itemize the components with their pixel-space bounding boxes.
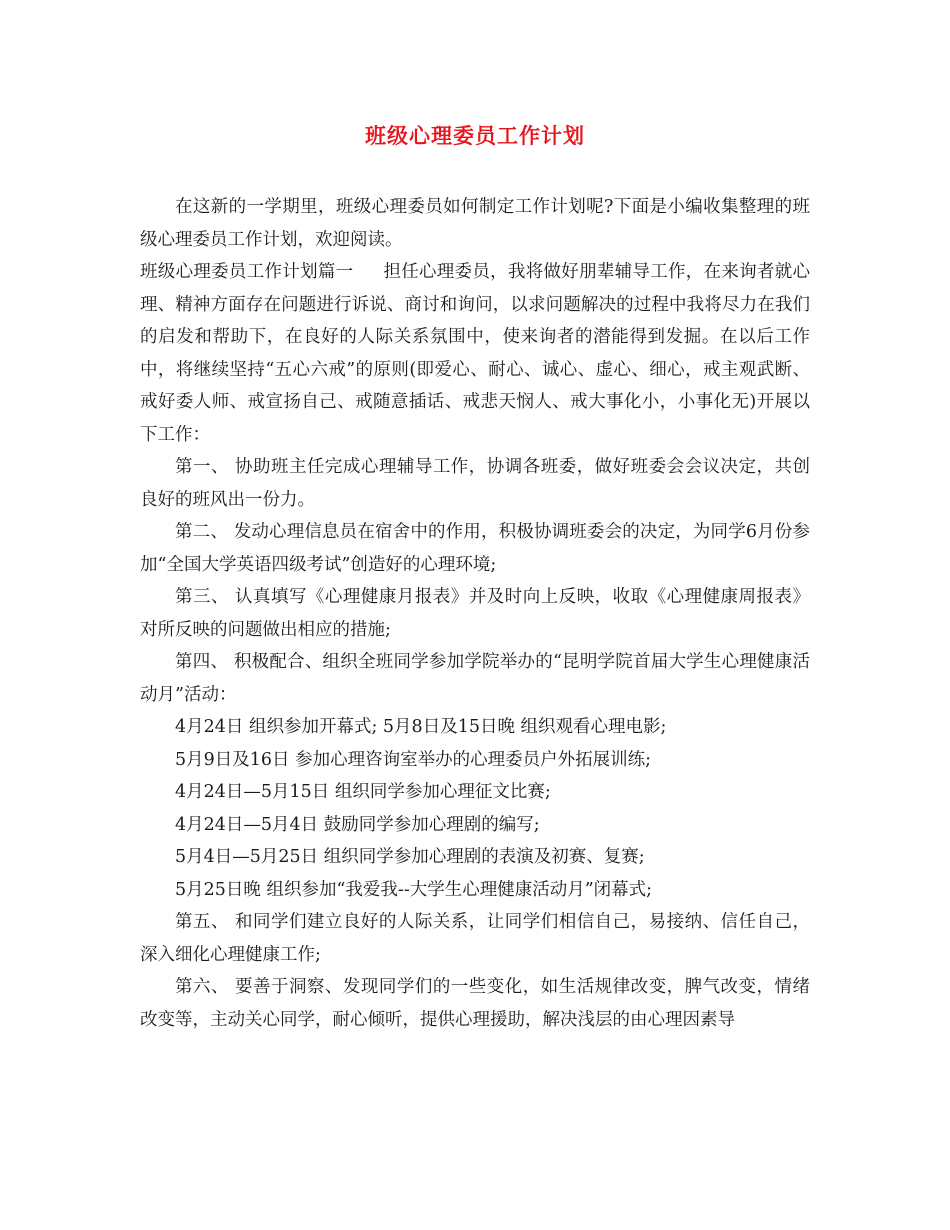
section-text: 担任心理委员，我将做好朋辈辅导工作，在来询者就心理、精神方面存在问题进行诉说、商讨和询问，以求问题解决的过程中我将尽力在我们的启发和帮助下，在良好的人际关系氛围中，使来询者的潜能得到发掘。在以后工作中，将继续坚持“五心六戒”的原则(即爱心、耐心、诚心、虚心、细心，戒主观武断、戒好委人师、戒宣扬自己、戒随意插话、戒悲天悯人、戒大事化小，小事化无)开展以下工作： — [140, 262, 811, 445]
schedule-item: 5月9日及16日 参加心理咨询室举办的心理委员户外拓展训练; — [175, 749, 651, 770]
schedule-item: 4月24日 组织参加开幕式; 5月8日及15日晚 组织观看心理电影; — [175, 717, 667, 737]
schedule-item: 4月24日—5月4日 鼓励同学参加心理剧的编写; — [175, 814, 540, 835]
schedule-item: 5月25日晚 组织参加“我爱我--大学生心理健康活动月”闭幕式; — [175, 879, 653, 900]
intro-paragraph: 在这新的一学期里，班级心理委员如何制定工作计划呢?下面是小编收集整理的班级心理委员工作计划，欢迎阅读。 — [140, 197, 810, 250]
schedule-item: 5月4日—5月25日 组织同学参加心理剧的表演及初赛、复赛; — [175, 847, 645, 867]
document-title: 班级心理委员工作计划 — [365, 123, 585, 148]
list-item: 第六、 要善于洞察、发现同学们的一些变化，如生活规律改变，脾气改变，情绪改变等，主动关心同学，耐心倾听，提供心理援助，解决浅层的由心理因素导 — [140, 977, 810, 1030]
document-body — [140, 191, 810, 1036]
section-label: 班级心理委员工作计划篇一 — [140, 262, 354, 282]
list-item: 第一、 协助班主任完成心理辅导工作，协调各班委，做好班委会会议决定，共创良好的班风出一份力。 — [140, 457, 810, 510]
section-paragraph — [140, 256, 810, 451]
list-item: 第四、 积极配合、组织全班同学参加学院举办的“昆明学院首届大学生心理健康活动月”活动： — [140, 652, 810, 705]
schedule-item: 4月24日—5月15日 组织同学参加心理征文比赛; — [175, 782, 551, 802]
list-item: 第三、 认真填写《心理健康月报表》并及时向上反映，收取《心理健康周报表》对所反映的问题做出相应的措施; — [140, 587, 810, 640]
list-item: 第五、 和同学们建立良好的人际关系，让同学们相信自己，易接纳、信任自己，深入细化心理健康工作; — [140, 912, 810, 965]
list-item: 第二、 发动心理信息员在宿舍中的作用，积极协调班委会的决定，为同学6月份参加“全国大学英语四级考试”创造好的心理环境; — [140, 522, 810, 575]
